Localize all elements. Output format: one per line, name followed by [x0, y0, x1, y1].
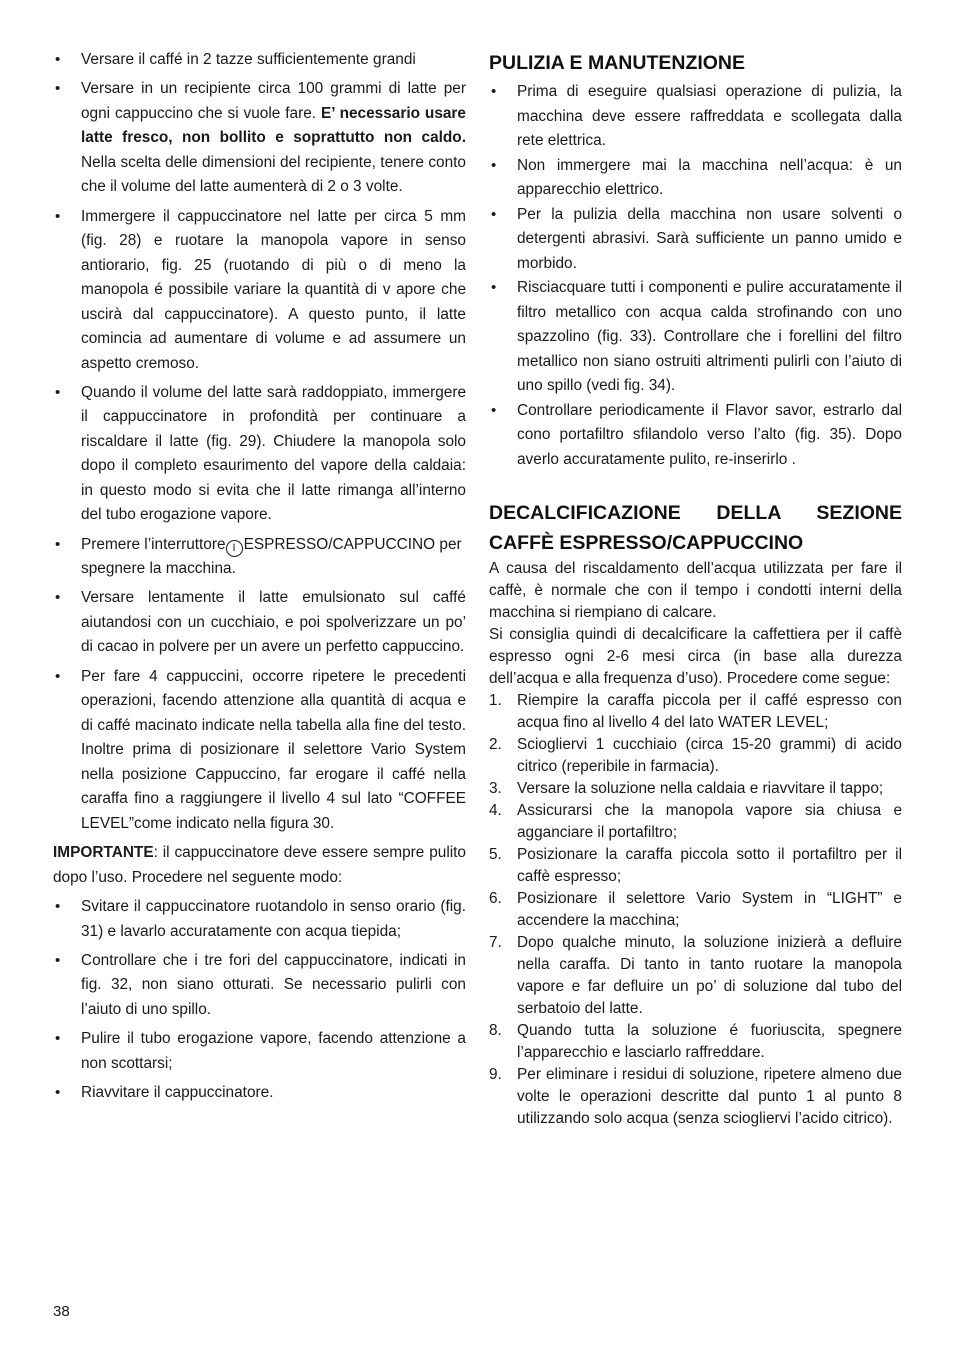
list-item: • Premere l’interruttore I ESPRESSO/CAPPUCCINO per spegnere la macchina. [53, 533, 466, 582]
list-item: • Riavvitare il cappuccinatore. [53, 1081, 466, 1106]
cleaning-steps-list [53, 895, 466, 1105]
milk-warning: E’ necessario usare latte fresco, non bollito e soprattutto non caldo. [81, 104, 466, 147]
list-item: • Quando il volume del latte sarà raddoppiato, immergere il cappuccinatore in profondità per continuare a riscaldare il latte (fig. 29). Chiudere la manopola solo dopo il completo esaurimento del vapore della caldaia: in questo modo si evita che il latte rimanga all’interno del tubo erogazione vapore. [53, 381, 466, 528]
list-item: 3. Versare la soluzione nella caldaia e riavvitare il tappo; [489, 780, 884, 797]
left-column [53, 48, 466, 1110]
list-item: • Versare lentamente il latte emulsionato sul caffé aiutandosi con un cucchiaio, e poi spolverizzare un po’ di cacao in polvere per un avere un perfetto cappuccino. [53, 586, 466, 660]
list-item: 7. Dopo qualche minuto, la soluzione inizierà a defluire nella caraffa. Di tanto in tanto ruotare la manopola vapore e far defluire un po’ di soluzione dal tubo del serbatoio del latte. [489, 934, 902, 1017]
list-item: 5. Posizionare la caraffa piccola sotto il portafiltro per il caffè espresso; [489, 846, 902, 885]
list-item: • Versare in un recipiente circa 100 grammi di latte per ogni cappuccino che si vuole fare. E’ necessario usare latte fresco, non bollito e soprattutto non caldo. Nella scelta delle dimensioni del recipiente, tenere conto che il volume del latte aumenterà di 2 o 3 volte. [53, 77, 466, 200]
list-item: • Prima di eseguire qualsiasi operazione di pulizia, la macchina deve essere raffreddata e scollegata dalla rete elettrica. [489, 80, 902, 154]
important-label: IMPORTANTE [53, 844, 154, 862]
list-item: • Per fare 4 cappuccini, occorre ripetere le precedenti operazioni, facendo attenzione alla quantità di acqua e di caffé macinato indicate nella tabella alla fine del testo. Inoltre prima di posizionare il selettore Vario System nella posizione Cappuccino, far erogare il caffé nella caraffa fino a raggiungere il livello 4 sul lato “COFFEE LEVEL”come indicato nella figura 30. [53, 665, 466, 837]
descaling-advice: Si consiglia quindi di decalcificare la caffettiera per il caffè espresso ogni 2-6 mesi circa (in base alla durezza dell’acqua e alla frequenza d’uso). Procedere come segue: [489, 626, 902, 687]
list-item: • Pulire il tubo erogazione vapore, facendo attenzione a non scottarsi; [53, 1027, 466, 1076]
list-item: 9. Per eliminare i residui di soluzione, ripetere almeno due volte le operazioni descritte dal punto 1 al punto 8 utilizzando solo acqua (senza sciogliervi l’acido citrico). [489, 1066, 902, 1127]
descaling-intro: A causa del riscaldamento dell’acqua utilizzata per fare il caffè, è normale che con il tempo i condotti interni della macchina si riempiano di calcare. [489, 560, 902, 621]
list-item: 8. Quando tutta la soluzione é fuoriuscita, spegnere l’apparecchio e lasciarlo raffreddare. [489, 1022, 902, 1061]
page-number: 38 [53, 1303, 70, 1320]
section-heading-cleaning: PULIZIA E MANUTENZIONE [489, 52, 746, 74]
list-item: 6. Posizionare il selettore Vario System in “LIGHT” e accendere la macchina; [489, 890, 902, 929]
list-item: • Controllare che i tre fori del cappuccinatore, indicati in fig. 32, non siano otturati. Se necessario pulirli con l’aiuto di uno spillo. [53, 949, 466, 1023]
list-item: • Risciacquare tutti i componenti e pulire accuratamente il filtro metallico con acqua calda strofinando con uno spazzolino (fig. 33). Controllare che i forellini del filtro metallico non siano ostruiti altrimenti pulirli con l’aiuto di uno spillo (vedi fig. 34). [489, 276, 902, 399]
descaling-steps-list [489, 690, 902, 1130]
list-item: • Controllare periodicamente il Flavor savor, estrarlo dal cono portafiltro sfilandolo verso l’alto (fig. 35). Dopo averlo accuratamente pulito, re-inserirlo . [489, 399, 902, 473]
list-item: 2. Sciogliervi 1 cucchiaio (circa 15-20 grammi) di acido citrico (reperibile in farmacia). [489, 736, 902, 775]
cappuccino-steps-list [53, 48, 466, 836]
important-note: IMPORTANTE: il cappuccinatore deve essere sempre pulito dopo l’uso. Procedere nel seguente modo: [53, 844, 466, 886]
maintenance-list [489, 80, 902, 472]
list-item: • Svitare il cappuccinatore ruotandolo in senso orario (fig. 31) e lavarlo accuratamente con acqua tiepida; [53, 895, 466, 944]
list-item: • Non immergere mai la macchina nell’acqua: è un apparecchio elettrico. [489, 154, 902, 203]
right-column [489, 48, 902, 1130]
list-item: • Immergere il cappuccinatore nel latte per circa 5 mm (fig. 28) e ruotare la manopola vapore in senso antiorario, fig. 25 (ruotando di più o di meno la manopola é possibile variare la quantità di v apore che uscirà dal cappuccinatore). A questo punto, il latte comincia ad aumentare di volume e ad assumere un aspetto cremoso. [53, 205, 466, 377]
list-item: 4. Assicurarsi che la manopola vapore sia chiusa e agganciare il portafiltro; [489, 802, 902, 841]
section-heading-descaling: DECALCIFICAZIONE DELLA SEZIONE CAFFÈ ESPRESSO/CAPPUCCINO [489, 502, 902, 554]
list-item: • Versare il caffé in 2 tazze sufficientemente grandi [53, 48, 466, 73]
list-item: 1. Riempire la caraffa piccola per il caffé espresso con acqua fino al livello 4 del lato WATER LEVEL; [489, 692, 902, 731]
list-item: • Per la pulizia della macchina non usare solventi o detergenti abrasivi. Sarà sufficiente un panno umido e morbido. [489, 203, 902, 277]
power-switch-icon: I [226, 540, 243, 557]
